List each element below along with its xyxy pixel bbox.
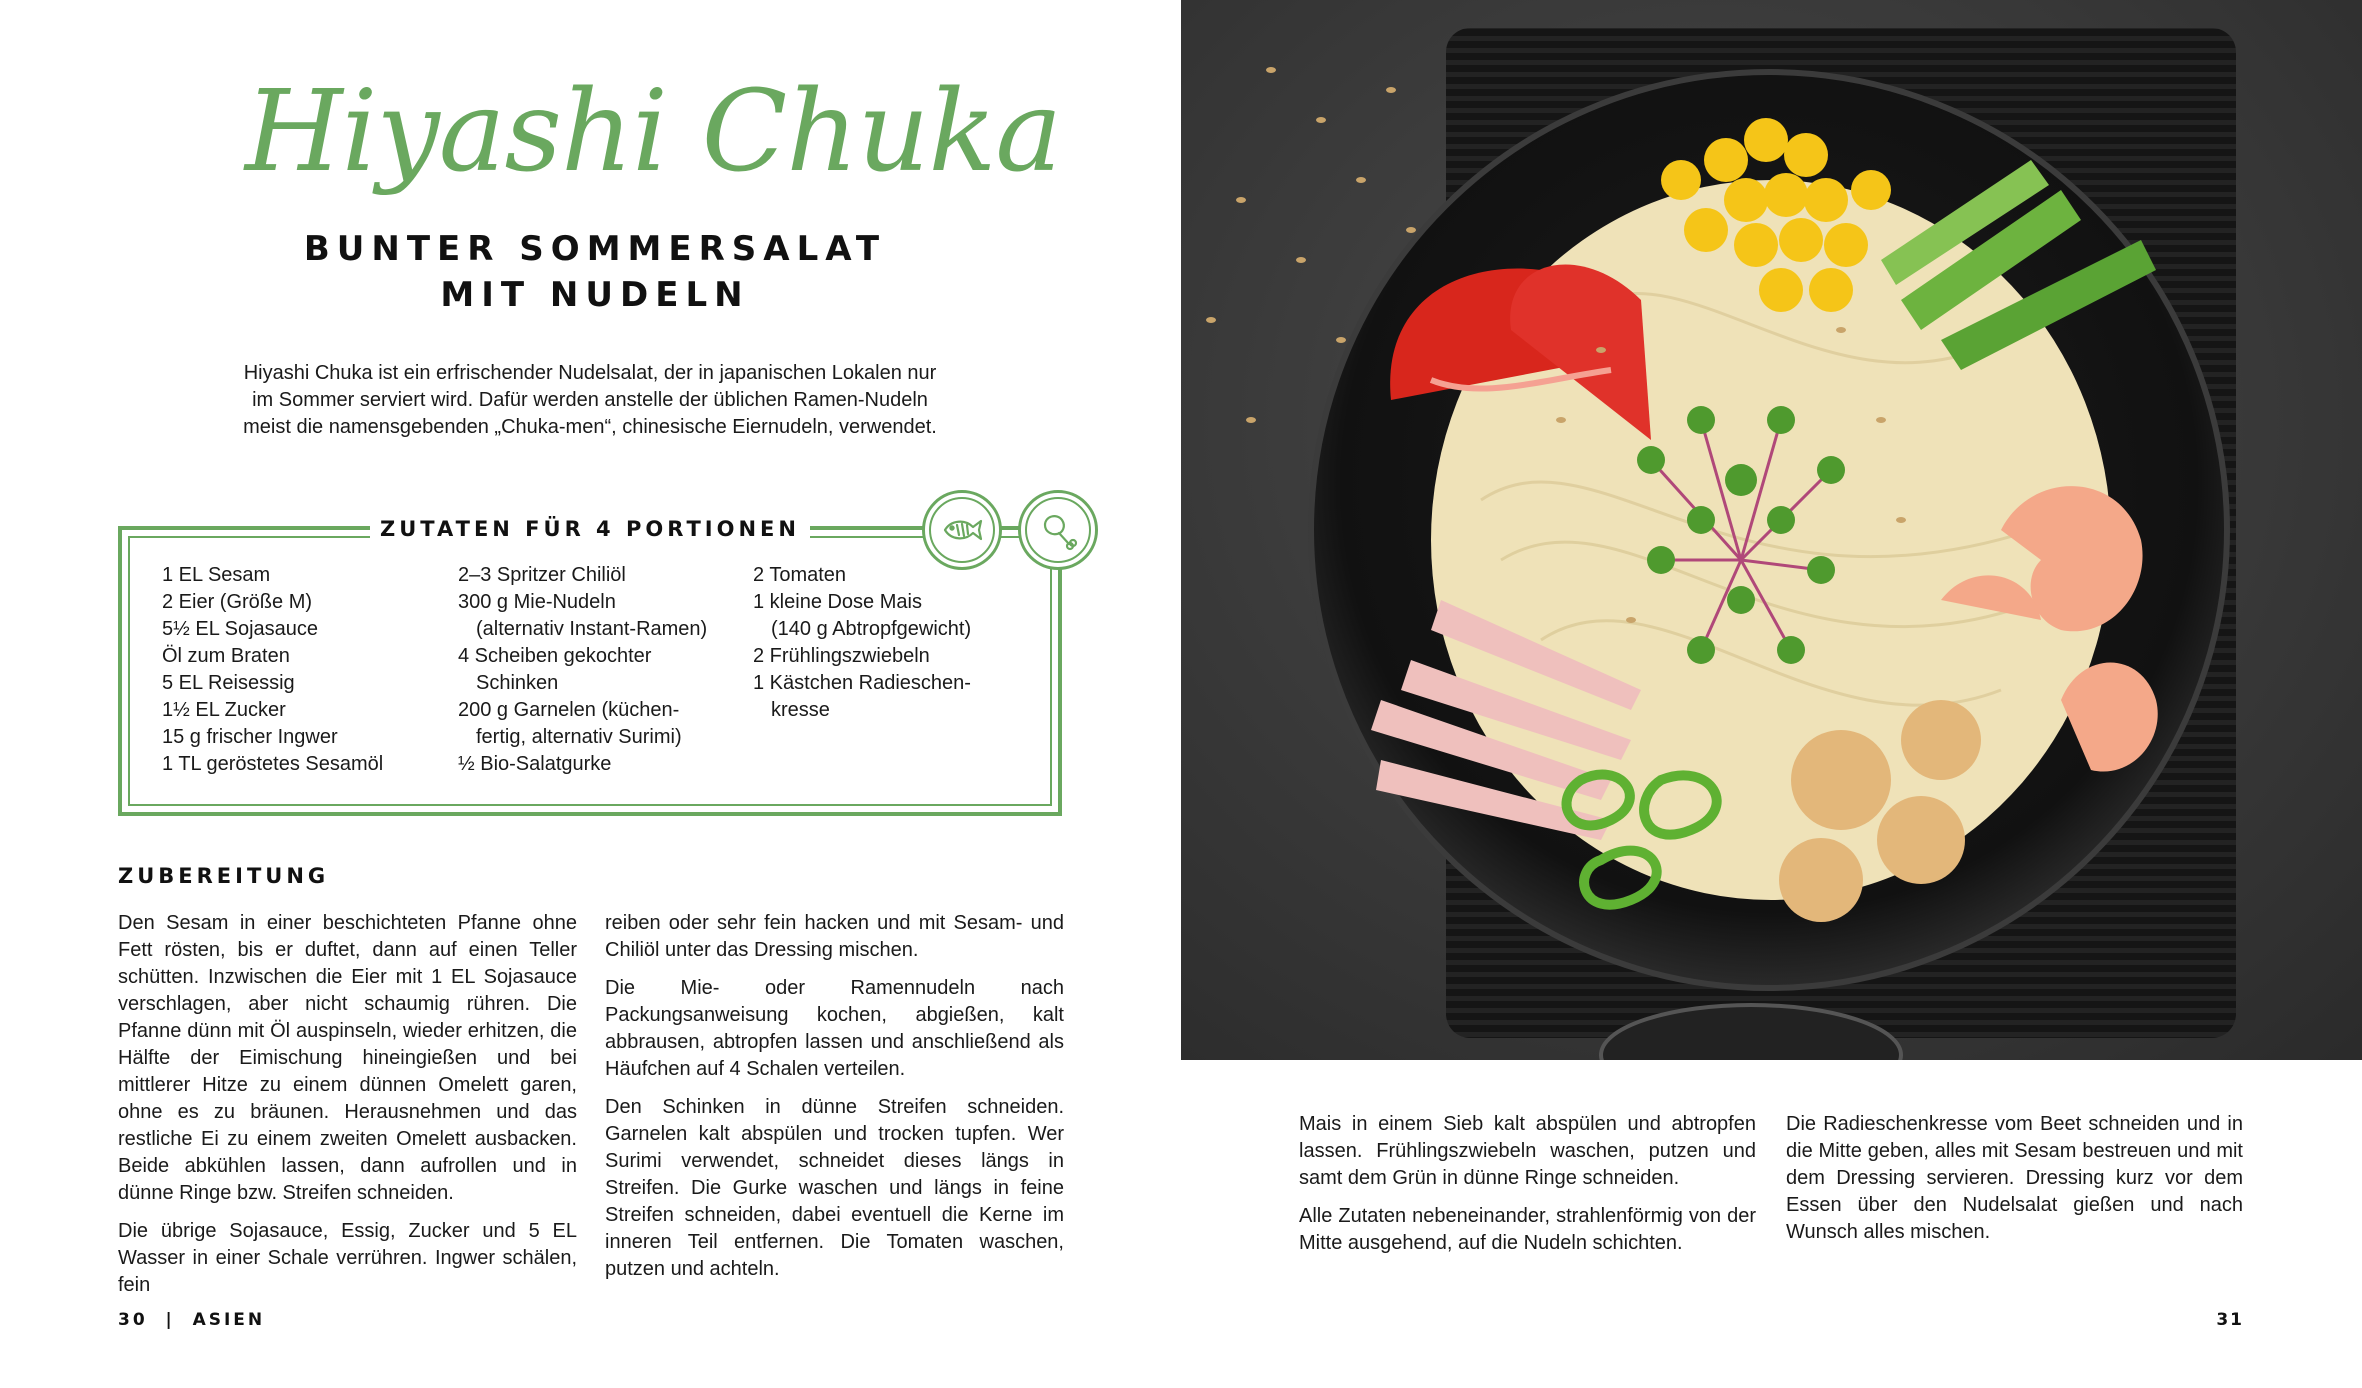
fish-icon bbox=[922, 490, 1002, 570]
preparation-paragraph: Den Sesam in einer beschichteten Pfanne ohne Fett rösten, bis er duftet, dann auf einen Teller schütten. Inzwischen die Eier mit 1 EL Sojasauce verschlagen, aber nicht schaumig rühren. Die Pfanne dünn mit Öl auspinseln, wieder erhitzen, die Hälfte der Eimischung hineingießen und bei mittlerer Hitze zu einem dünnen Omelett garen, ohne es zu bräunen. Herausnehmen und das restliche Ei zu einem zweiten Omelett ausbacken. Beide abkühlen lassen, dann aufrollen und in dünne Ringe bzw. Streifen schneiden. bbox=[118, 912, 577, 1204]
preparation-heading: ZUBEREITUNG bbox=[118, 864, 330, 888]
recipe-subtitle bbox=[250, 226, 940, 318]
ingredient-item: kresse bbox=[771, 699, 830, 721]
recipe-title: Hiyashi Chuka bbox=[245, 67, 1062, 197]
subtitle-line-1: BUNTER SOMMERSALAT bbox=[303, 229, 887, 269]
preparation-paragraph: Die übrige Sojasauce, Essig, Zucker und 5 EL Wasser in einer Schale verrühren. Ingwer schälen, fein bbox=[118, 1220, 577, 1296]
ingredient-item: 2 Frühlingszwiebeln bbox=[753, 645, 930, 667]
ingredient-item: 300 g Mie-Nudeln bbox=[458, 591, 616, 613]
chicken-leg-icon bbox=[1018, 490, 1098, 570]
preparation-column-2 bbox=[605, 910, 1064, 1294]
ingredient-item: 200 g Garnelen (küchen- bbox=[458, 699, 680, 721]
preparation-paragraph: Mais in einem Sieb kalt abspülen und abtropfen lassen. Frühlingszwiebeln waschen, putzen und samt dem Grün in dünne Ringe schneiden. bbox=[1299, 1113, 1756, 1189]
preparation-paragraph: Den Schinken in dünne Streifen schneiden. Garnelen kalt abspülen und trocken tupfen. Wer Surimi verwendet, schneidet dieses längs in Streifen. Die Gurke waschen und längs in feine Streifen schneiden, dabei eventuell die Kerne im inneren Teil entfernen. Die Tomaten waschen, putzen und achteln. bbox=[605, 1096, 1064, 1280]
ingredient-item: (140 g Abtropfgewicht) bbox=[771, 618, 972, 640]
ingredient-item: 1 EL Sesam bbox=[162, 564, 271, 586]
page-number-left: 30 bbox=[118, 1310, 148, 1330]
ingredient-item: 2 Tomaten bbox=[753, 564, 847, 586]
ingredient-item: 5½ EL Sojasauce bbox=[162, 618, 319, 640]
ingredients-column-2 bbox=[458, 562, 707, 778]
section-name: ASIEN bbox=[192, 1310, 266, 1330]
ingredient-item: 2–3 Spritzer Chiliöl bbox=[458, 564, 626, 586]
ingredient-item: (alternativ Instant-Ramen) bbox=[476, 618, 708, 640]
ingredient-item: 1½ EL Zucker bbox=[162, 699, 286, 721]
ingredient-item: 1 Kästchen Radieschen- bbox=[753, 672, 971, 694]
folio-left bbox=[118, 1310, 265, 1330]
ingredient-item: Schinken bbox=[476, 672, 559, 694]
preparation-paragraph: Die Mie- oder Ramennudeln nach Packungsanweisung kochen, abgießen, kalt abbrausen, abtropfen lassen und anschließend als Häufchen auf 4 Schalen verteilen. bbox=[605, 977, 1064, 1080]
ingredient-item: Öl zum Braten bbox=[162, 645, 290, 667]
ingredient-item: ½ Bio-Salatgurke bbox=[458, 753, 612, 775]
intro-paragraph: Hiyashi Chuka ist ein erfrischender Nudelsalat, der in japanischen Lokalen nur im Sommer serviert wird. Dafür werden anstelle der üblichen Ramen-Nudeln meist die namensgebenden „Chuka-men“, chinesische Eiernudeln, verwendet. bbox=[243, 362, 937, 438]
preparation-column-3 bbox=[1299, 1111, 1756, 1268]
preparation-paragraph: reiben oder sehr fein hacken und mit Sesam- und Chiliöl unter das Dressing mischen. bbox=[605, 912, 1064, 961]
preparation-column-1 bbox=[118, 910, 577, 1310]
ingredient-item: 5 EL Reisessig bbox=[162, 672, 295, 694]
ingredient-item: 1 kleine Dose Mais bbox=[753, 591, 922, 613]
ingredient-item: fertig, alternativ Surimi) bbox=[476, 726, 682, 748]
subtitle-line-2: MIT NUDELN bbox=[440, 275, 750, 315]
page-number-right: 31 bbox=[2216, 1310, 2244, 1330]
ingredient-item: 4 Scheiben gekochter bbox=[458, 645, 652, 667]
ingredient-item: 2 Eier (Größe M) bbox=[162, 591, 313, 613]
preparation-paragraph: Alle Zutaten nebeneinander, strahlenförmig von der Mitte ausgehend, auf die Nudeln schichten. bbox=[1299, 1205, 1756, 1254]
food-photo bbox=[1181, 0, 2362, 1060]
ingredients-column-3 bbox=[753, 562, 971, 724]
preparation-column-4 bbox=[1786, 1111, 2243, 1257]
ingredient-item: 15 g frischer Ingwer bbox=[162, 726, 338, 748]
ingredients-column-1 bbox=[162, 562, 383, 778]
folio-separator: | bbox=[165, 1310, 175, 1330]
ingredients-heading: ZUTATEN FÜR 4 PORTIONEN bbox=[370, 512, 810, 546]
preparation-paragraph: Die Radieschenkresse vom Beet schneiden und in die Mitte geben, alles mit Sesam bestreuen und mit dem Dressing servieren. Dressing kurz vor dem Essen über den Nudelsalat gießen und nach Wunsch alles mischen. bbox=[1786, 1113, 2243, 1243]
ingredient-item: 1 TL geröstetes Sesamöl bbox=[162, 753, 384, 775]
